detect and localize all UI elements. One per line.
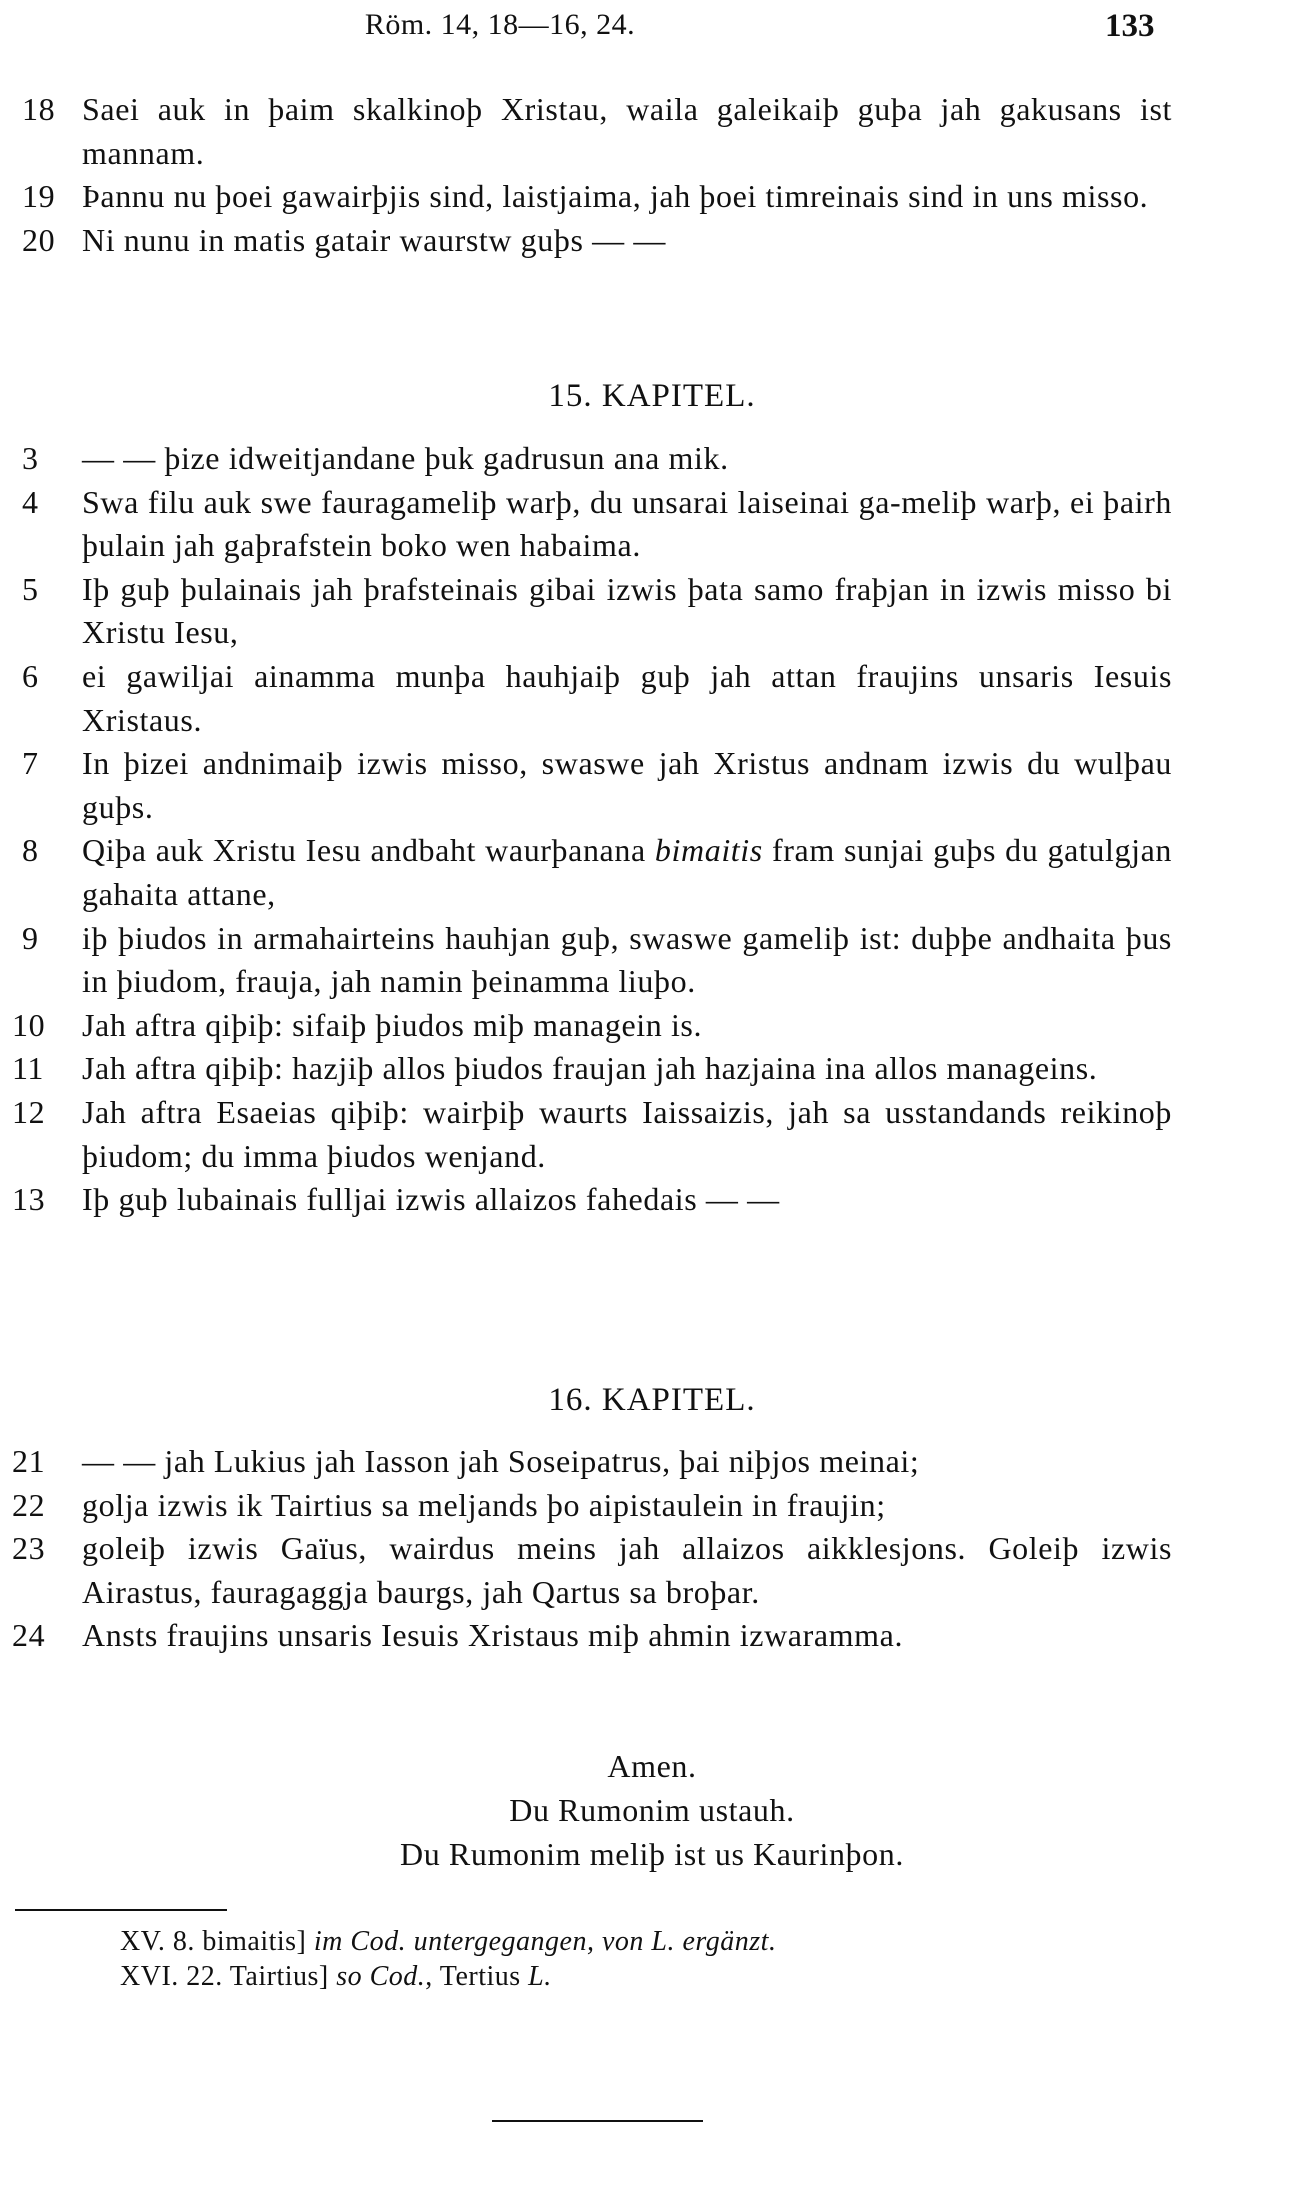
verse-number: 24 bbox=[12, 1617, 46, 1654]
footnote-note: im Cod. untergegangen, von L. ergänzt. bbox=[313, 1926, 777, 1957]
verse-text: Ni nunu in matis gatair waurstw guþs — — bbox=[82, 221, 666, 258]
footnote bbox=[120, 1960, 552, 1994]
footnote-note: so Cod. bbox=[336, 1961, 426, 1992]
page-header bbox=[0, 8, 1304, 52]
verse-number: 9 bbox=[22, 919, 39, 956]
verse-number: 19 bbox=[22, 178, 56, 215]
verse-number: 21 bbox=[12, 1443, 46, 1479]
verse-number: 20 bbox=[22, 221, 56, 258]
verse bbox=[12, 1178, 1172, 1222]
verse-text: In þizei andnimaiþ izwis misso, swaswe jah Xristus andnam izwis du wulþau guþs. bbox=[82, 745, 1172, 825]
verse bbox=[12, 1527, 1172, 1614]
chapter-15-heading: 15. KAPITEL. bbox=[548, 378, 756, 414]
verse bbox=[22, 655, 1172, 742]
verse-text-italic: bimaitis bbox=[654, 832, 763, 869]
verse bbox=[22, 219, 1172, 263]
verse-text: ei gawiljai ainamma munþa hauhjaiþ guþ jah attan fraujins unsaris Iesuis Xristaus. bbox=[82, 657, 1172, 738]
verse bbox=[12, 1047, 1172, 1091]
verse bbox=[22, 917, 1172, 1004]
verse bbox=[22, 829, 1172, 916]
chapter-14-verses bbox=[22, 88, 1172, 262]
verse-number: 23 bbox=[12, 1530, 46, 1567]
chapter-16-heading: 16. KAPITEL. bbox=[548, 1382, 756, 1418]
running-title: Röm. 14, 18—16, 24. bbox=[364, 8, 636, 41]
verse-number: 5 bbox=[22, 570, 39, 607]
verse-number: 3 bbox=[22, 440, 39, 476]
verse-text: Iþ guþ þulainais jah þrafsteinais gibai izwis þata samo fraþjan in izwis misso bi Xristu Iesu, bbox=[82, 570, 1172, 651]
footnote-note-2: L. bbox=[528, 1961, 552, 1992]
verse-number: 10 bbox=[12, 1006, 46, 1043]
verse-number: 18 bbox=[22, 91, 56, 127]
verse-number: 13 bbox=[12, 1181, 46, 1218]
verse-text: Jah aftra qiþiþ: hazjiþ allos þiudos fraujan jah hazjaina ina allos manageins. bbox=[82, 1050, 1098, 1087]
verse-number: 4 bbox=[22, 483, 39, 520]
closing-melip: Du Rumonim meliþ ist us Kaurinþon. bbox=[400, 1836, 904, 1872]
verse-number: 22 bbox=[12, 1486, 46, 1523]
footnote bbox=[120, 1925, 776, 1959]
footnote-rule bbox=[15, 1909, 227, 1911]
verse-number: 11 bbox=[12, 1050, 45, 1087]
verse-number: 8 bbox=[22, 832, 39, 869]
verse-text: — — jah Lukius jah Iasson jah Soseipatrus, þai niþjos meinai; bbox=[82, 1443, 920, 1479]
verse bbox=[12, 1004, 1172, 1048]
verse-text: golja izwis ik Tairtius sa meljands þo aipistaulein in fraujin; bbox=[82, 1486, 886, 1523]
verse bbox=[22, 88, 1172, 175]
verse bbox=[12, 1091, 1172, 1178]
footnote-ref: XVI. 22. Tairtius] bbox=[120, 1961, 329, 1992]
chapter-15-verses bbox=[12, 437, 1173, 1222]
verse bbox=[22, 175, 1172, 219]
verse-text: Þannu nu þoei gawairþjis sind, laistjaima, jah þoei timreinais sind in uns misso. bbox=[82, 178, 1149, 215]
page-number: 133 bbox=[1105, 8, 1155, 44]
verse-number: 6 bbox=[22, 657, 39, 694]
verse-text: iþ þiudos in armahairteins hauhjan guþ, swaswe gameliþ ist: duþþe andhaita þus in þiudom, frauja, jah namin þeinamma liuþo. bbox=[82, 919, 1172, 1000]
verse-text: goleiþ izwis Gaïus, wairdus meins jah allaizos aikklesjons. Goleiþ izwis Airastus, fauragaggja baurgs, jah Qartus sa broþar. bbox=[82, 1530, 1172, 1610]
verse bbox=[12, 1440, 1172, 1484]
verse-text: Ansts fraujins unsaris Iesuis Xristaus miþ ahmin izwaramma. bbox=[82, 1617, 904, 1654]
verse-text-before: Qiþa auk Xristu Iesu andbaht waurþanana bbox=[82, 832, 655, 869]
verse-text: Jah aftra Esaeias qiþiþ: wairþiþ waurts Iaissaizis, jah sa usstandands reikinoþ þiudom; du imma þiudos wenjand. bbox=[82, 1093, 1172, 1174]
verse-number: 7 bbox=[22, 745, 39, 782]
verse-text: Jah aftra qiþiþ: sifaiþ þiudos miþ managein is. bbox=[82, 1006, 703, 1043]
verse bbox=[22, 437, 1172, 481]
footnote-after: , Tertius bbox=[425, 1961, 529, 1992]
verse-number: 12 bbox=[12, 1093, 46, 1130]
verse-text-after: fram sunjai guþs du gatulgjan gahaita attane, bbox=[82, 832, 1173, 912]
verse bbox=[12, 1484, 1172, 1528]
closing-amen: Amen. bbox=[607, 1748, 697, 1784]
verse bbox=[12, 1614, 1172, 1658]
closing-ustauh: Du Rumonim ustauh. bbox=[509, 1792, 795, 1828]
verse bbox=[22, 742, 1172, 829]
verse-text: Swa filu auk swe fauragameliþ warþ, du unsarai laiseinai ga-meliþ warþ, ei þairh þulain jah gaþrafstein boko wen habaima. bbox=[82, 483, 1172, 564]
chapter-16-verses bbox=[12, 1440, 1172, 1658]
verse-text: Iþ guþ lubainais fulljai izwis allaizos fahedais — — bbox=[82, 1181, 780, 1218]
bottom-rule bbox=[492, 2120, 703, 2122]
verse-text: Saei auk in þaim skalkinoþ Xristau, waila galeikaiþ guþa jah gakusans ist mannam. bbox=[82, 91, 1172, 171]
verse-text: — — þize idweitjandane þuk gadrusun ana mik. bbox=[82, 440, 729, 476]
verse bbox=[22, 481, 1172, 568]
verse bbox=[22, 568, 1172, 655]
footnote-ref: XV. 8. bimaitis] bbox=[120, 1926, 307, 1957]
